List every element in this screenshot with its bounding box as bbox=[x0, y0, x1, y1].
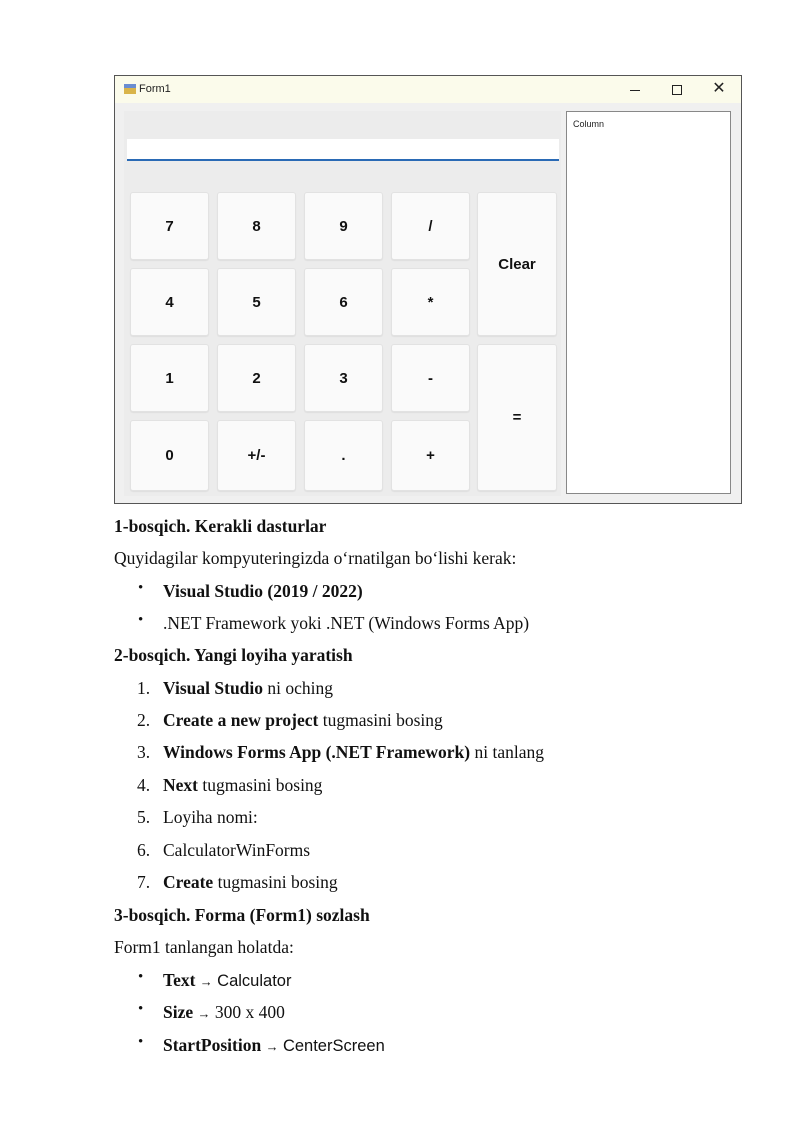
key-4[interactable]: 4 bbox=[130, 268, 209, 336]
bullet-icon: • bbox=[138, 969, 144, 985]
list-item-bold: Create bbox=[163, 872, 214, 892]
window-titlebar bbox=[115, 76, 741, 103]
key-5[interactable]: 5 bbox=[217, 268, 296, 336]
key-1[interactable]: 1 bbox=[130, 344, 209, 412]
list-item bbox=[163, 969, 291, 993]
list-number: 5. bbox=[137, 807, 151, 827]
list-item bbox=[163, 806, 258, 828]
arrow-icon: → bbox=[199, 974, 213, 989]
list-number: 2. bbox=[137, 710, 151, 730]
list-item: .NET Framework yoki .NET (Windows Forms App) bbox=[163, 613, 530, 633]
key-8[interactable]: 8 bbox=[217, 192, 296, 260]
list-item-text: 300 x 400 bbox=[214, 1002, 285, 1022]
list-item-text: tugmasini bosing bbox=[197, 775, 323, 795]
key-add[interactable]: + bbox=[391, 420, 470, 491]
window-title: Form1 bbox=[139, 83, 171, 95]
key-multiply[interactable]: * bbox=[391, 268, 470, 336]
arrow-icon: → bbox=[265, 1039, 279, 1054]
bullet-icon: • bbox=[138, 580, 144, 596]
list-item bbox=[163, 677, 333, 699]
list-column-header: Column bbox=[573, 119, 605, 129]
bullet-icon: • bbox=[138, 1001, 144, 1017]
list-number: 4. bbox=[137, 775, 151, 795]
list-item bbox=[163, 871, 338, 893]
key-negate[interactable]: +/- bbox=[217, 420, 296, 491]
history-listview[interactable] bbox=[566, 111, 731, 494]
arrow-icon: → bbox=[197, 1006, 211, 1021]
key-3[interactable]: 3 bbox=[304, 344, 383, 412]
list-item-bold: Size bbox=[163, 1002, 194, 1022]
list-number: 6. bbox=[137, 840, 151, 860]
key-9[interactable]: 9 bbox=[304, 192, 383, 260]
list-item-text: Calculator bbox=[217, 972, 292, 990]
key-divide[interactable]: / bbox=[391, 192, 470, 260]
bullet-icon: • bbox=[138, 612, 144, 628]
list-item bbox=[163, 709, 443, 731]
key-decimal[interactable]: . bbox=[304, 420, 383, 491]
step3-heading: 3-bosqich. Forma (Form1) sozlash bbox=[114, 905, 370, 925]
form-icon bbox=[124, 84, 136, 94]
list-item-bold: Windows Forms App (.NET Framework) bbox=[163, 742, 471, 762]
form1-screenshot bbox=[114, 75, 742, 504]
list-item-bold: Create a new project bbox=[163, 710, 319, 730]
display-textbox[interactable] bbox=[127, 139, 559, 161]
list-item-bold: Text bbox=[163, 970, 196, 990]
list-item bbox=[163, 1001, 285, 1025]
clear-button[interactable]: Clear bbox=[477, 192, 557, 336]
equals-button[interactable]: = bbox=[477, 344, 557, 491]
list-number: 7. bbox=[137, 872, 151, 892]
key-subtract[interactable]: - bbox=[391, 344, 470, 412]
close-icon[interactable]: ✕ bbox=[712, 80, 726, 97]
list-item bbox=[163, 741, 544, 763]
key-0[interactable]: 0 bbox=[130, 420, 209, 491]
list-number: 3. bbox=[137, 742, 151, 762]
key-7[interactable]: 7 bbox=[130, 192, 209, 260]
step3-intro: Form1 tanlangan holatda: bbox=[114, 937, 294, 957]
list-item: Visual Studio (2019 / 2022) bbox=[163, 581, 363, 601]
step2-heading: 2-bosqich. Yangi loyiha yaratish bbox=[114, 645, 353, 665]
minimize-icon[interactable] bbox=[613, 78, 657, 100]
list-item-text: tugmasini bosing bbox=[213, 872, 338, 892]
list-item bbox=[163, 774, 322, 796]
list-item-text: tugmasini bosing bbox=[318, 710, 443, 730]
key-6[interactable]: 6 bbox=[304, 268, 383, 336]
list-item bbox=[163, 1034, 385, 1058]
list-item-bold: Visual Studio bbox=[163, 678, 264, 698]
maximize-icon[interactable] bbox=[655, 78, 699, 100]
step1-intro: Quyidagilar kompyuteringizda o‘rnatilgan bo‘lishi kerak: bbox=[114, 548, 517, 568]
list-item-text: Loyiha nomi: bbox=[163, 807, 258, 827]
key-2[interactable]: 2 bbox=[217, 344, 296, 412]
bullet-icon: • bbox=[138, 1034, 144, 1050]
list-item-text: CalculatorWinForms bbox=[163, 840, 311, 860]
list-item-bold: Next bbox=[163, 775, 198, 795]
list-item-bold: StartPosition bbox=[163, 1035, 262, 1055]
list-item-text: ni tanlang bbox=[470, 742, 544, 762]
list-number: 1. bbox=[137, 678, 151, 698]
list-item bbox=[163, 839, 310, 861]
list-item-text: CenterScreen bbox=[282, 1037, 385, 1055]
list-item-text: ni oching bbox=[263, 678, 334, 698]
step1-heading: 1-bosqich. Kerakli dasturlar bbox=[114, 516, 327, 536]
